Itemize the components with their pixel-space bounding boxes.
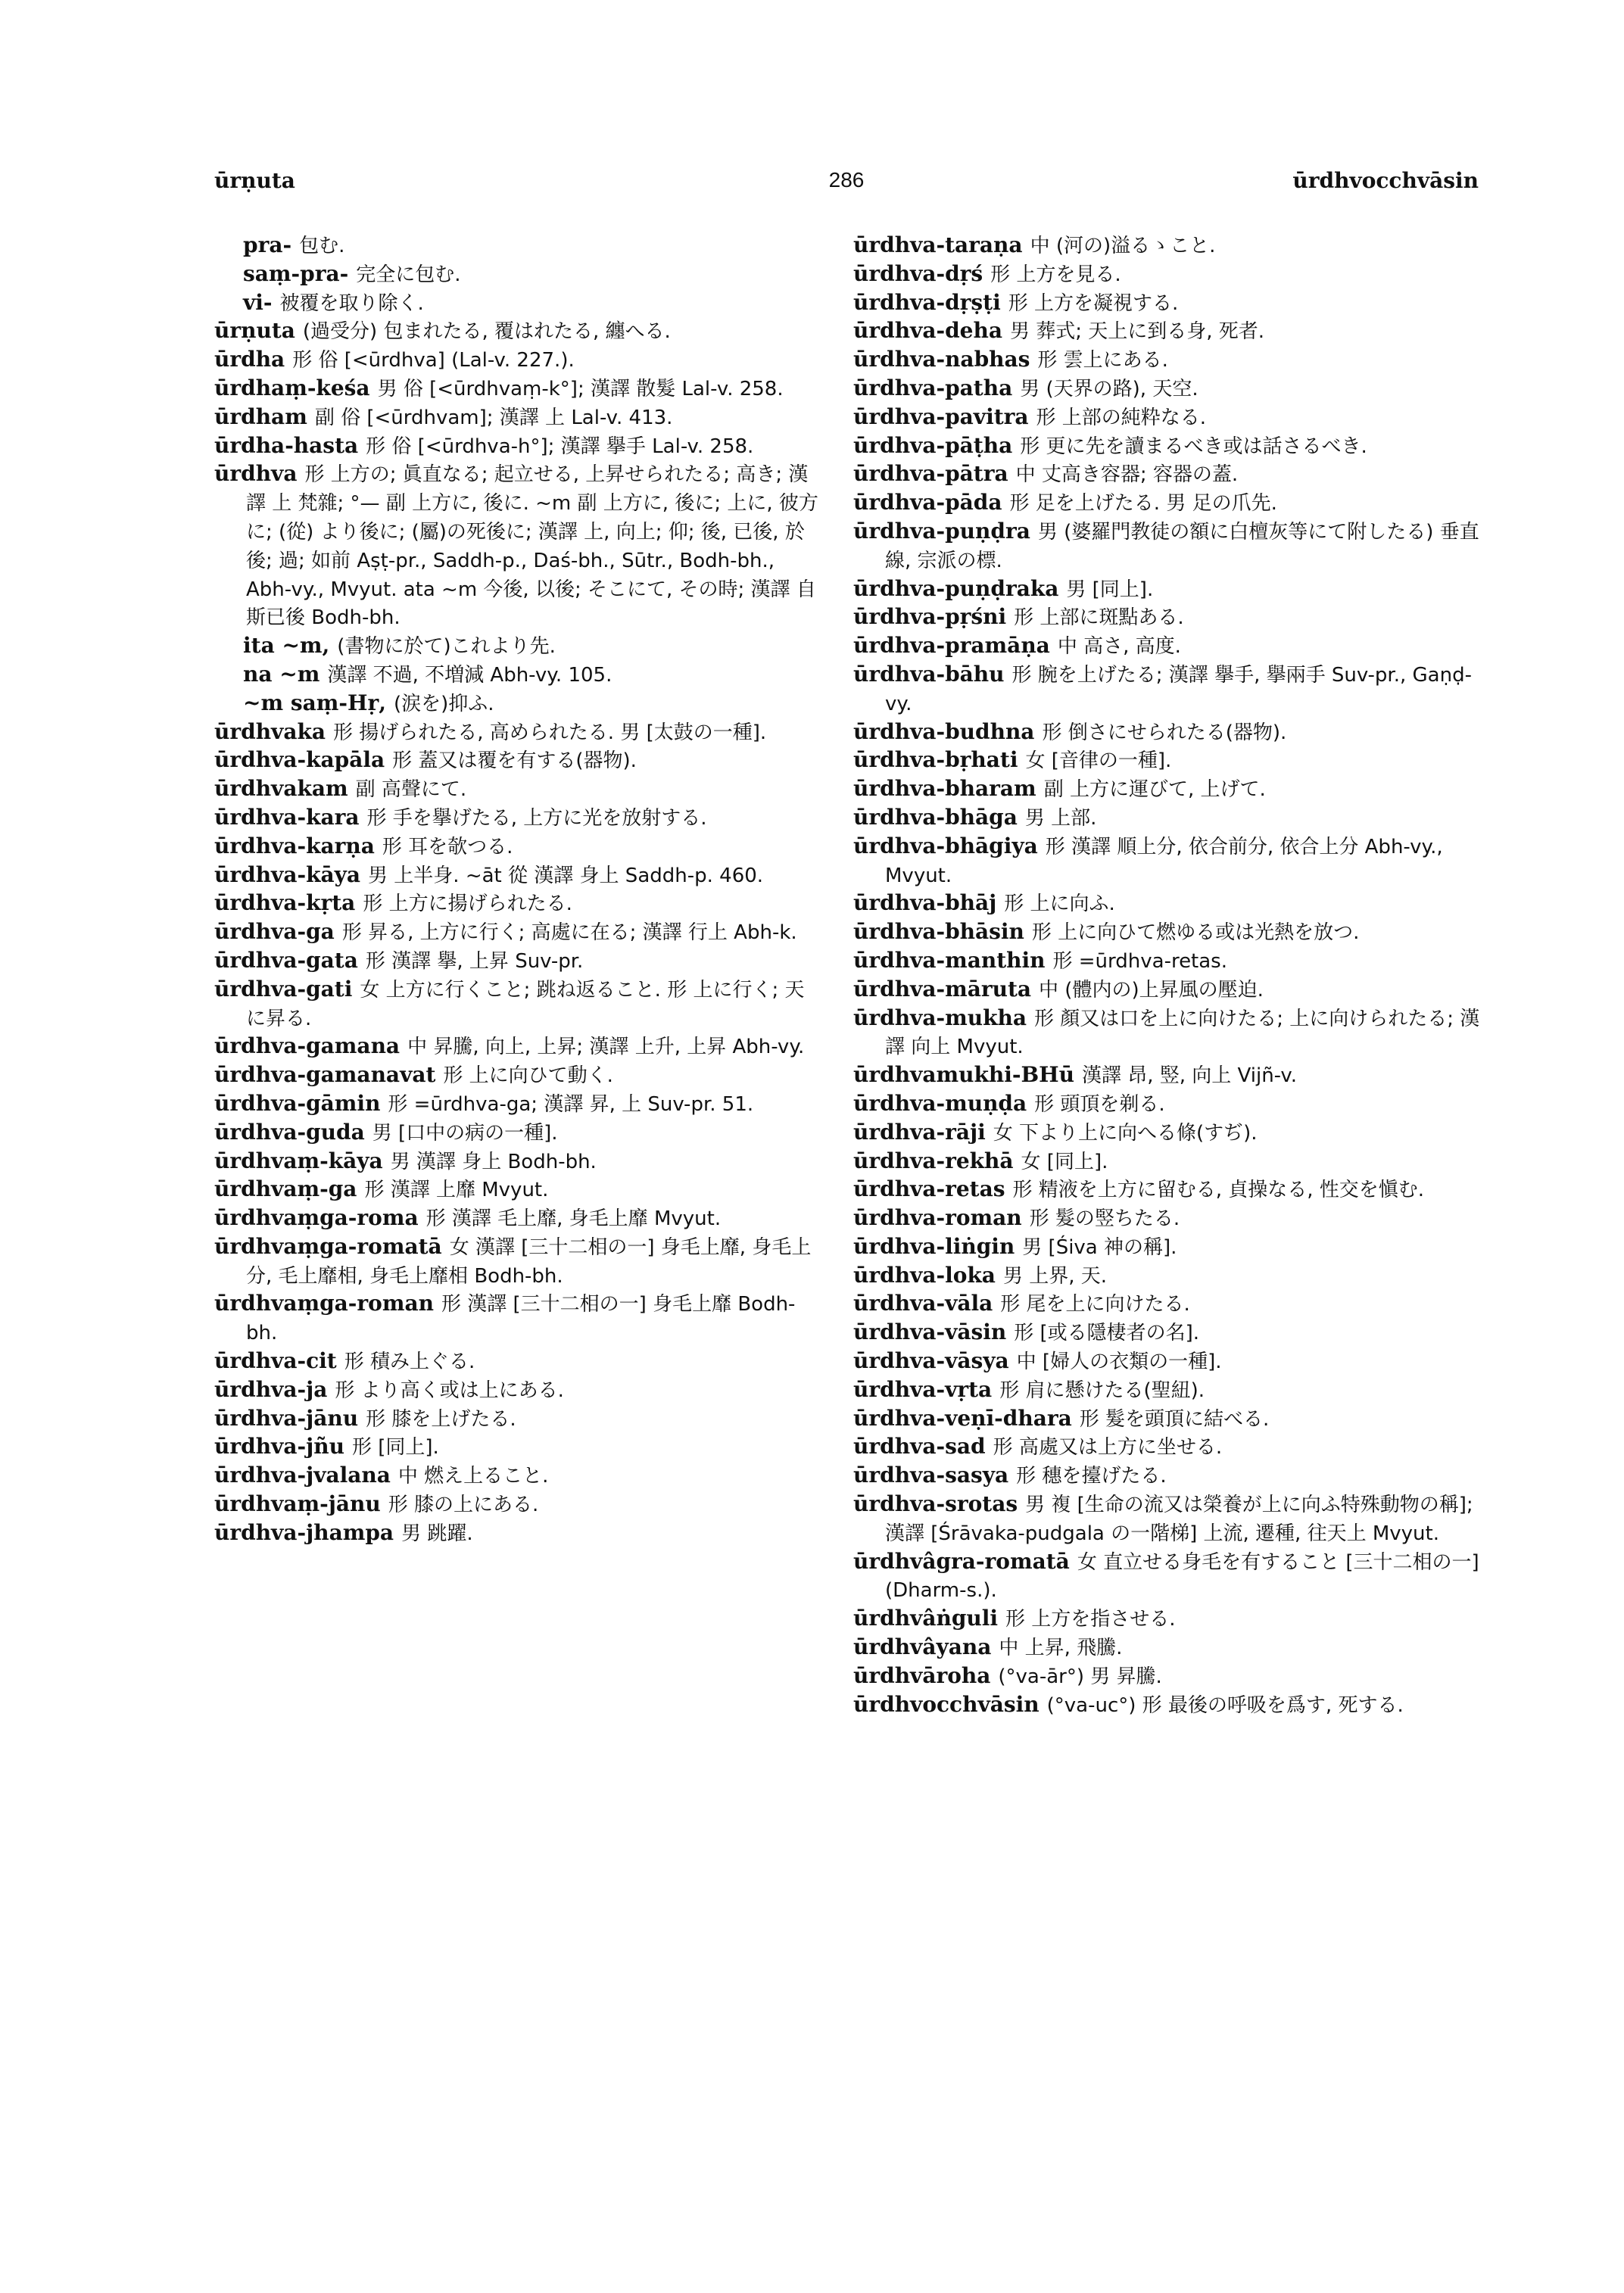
entry-definition: 包む.	[299, 235, 345, 257]
entry-headword: ūrdhva-retas	[853, 1176, 1005, 1202]
entry-definition: 形 積み上ぐる.	[344, 1351, 475, 1374]
entry-headword: ūrdhva-bāhu	[853, 661, 1005, 687]
entry-definition: 男 [同上].	[1066, 578, 1154, 601]
dictionary-entry	[853, 260, 1480, 289]
dictionary-entry	[214, 260, 820, 289]
entry-definition: 完全に包む.	[356, 263, 461, 286]
entry-headword: ūrdhvāroha	[853, 1662, 991, 1688]
entry-definition: 形 上方の; 眞直なる; 起立せる, 上昇せられたる; 高き; 漢譯 上 梵雜; °— 副 上方に, 後に. ~m 副 上方に, 後に; 上に, 彼方に; (從) より後に; (屬)の死後に; 漢譯 上, 向上; 仰; 後, 已後, 於後; 過; 如前 Aṣṭ-pr., Saddh-p., Daś-bh., Sūtr., Bodh-bh., Abh-vy., Mvyut. ata ~m 今後, 以後; そこにて, その時; 漢譯 自斯已後 Bodh-bh.	[246, 463, 818, 630]
dictionary-entry	[214, 1433, 820, 1462]
dictionary-entry	[853, 1462, 1480, 1491]
dictionary-entry	[853, 1262, 1480, 1291]
dictionary-entry	[853, 632, 1480, 661]
entry-headword: ūrdhvâgra-romatā	[853, 1548, 1070, 1574]
entry-headword: ūrdhva-cit	[214, 1348, 337, 1374]
dictionary-entry	[214, 976, 820, 1033]
entry-headword: ūrdhva-loka	[853, 1262, 996, 1288]
dictionary-entry	[214, 746, 820, 775]
entry-headword: ūrdhva-roman	[853, 1205, 1022, 1231]
entry-headword: ūrdhva-sasya	[853, 1463, 1009, 1488]
entry-definition: 形 上方を見る.	[990, 263, 1121, 286]
entry-headword: ūrdhva-gamana	[214, 1033, 401, 1059]
entry-headword: ūrdhva-deha	[853, 318, 1002, 344]
dictionary-entry	[853, 1148, 1480, 1176]
entry-headword: ūrdhvaṃ-ga	[214, 1176, 357, 1202]
entry-definition: 漢譯 不過, 不増減 Abh-vy. 105.	[327, 663, 613, 687]
entry-definition: 男 上界, 天.	[1002, 1264, 1107, 1288]
right-column	[853, 232, 1480, 1719]
right-running-headword: ūrdhvocchvāsin	[1292, 168, 1479, 193]
entry-definition: 被覆を取り除く.	[279, 291, 424, 315]
dictionary-entry	[853, 232, 1480, 260]
entry-headword: ūrdhva-budhna	[853, 718, 1035, 744]
entry-headword: ūrdhva-pāṭha	[853, 432, 1013, 458]
entry-headword: ūrdhvaṃga-roman	[214, 1291, 434, 1316]
dictionary-entry	[214, 346, 820, 375]
entry-definition: 女 上方に行くこと; 跳ね返ること. 形 上に行く; 天に昇る.	[246, 978, 805, 1030]
dictionary-entry	[853, 1634, 1480, 1662]
dictionary-entry	[853, 1548, 1480, 1606]
entry-headword: ūrdhva-jhampa	[214, 1519, 394, 1545]
entry-headword: ūrdhva-guda	[214, 1119, 365, 1145]
dictionary-entry	[214, 918, 820, 947]
entry-definition: 男 上半身. ~āt 從 漢譯 身上 Saddh-p. 460.	[368, 864, 764, 887]
dictionary-entry	[853, 1176, 1480, 1204]
entry-definition: 形 足を上げたる. 男 足の爪先.	[1009, 492, 1277, 516]
dictionary-entry	[853, 1662, 1480, 1691]
entry-headword: ūrdhva-pramāṇa	[853, 633, 1050, 659]
left-running-headword: ūrṇuta	[214, 168, 295, 193]
entry-definition: 形 倒さにせられたる(器物).	[1042, 721, 1287, 744]
entry-definition: 男 葬式; 天上に到る身, 死者.	[1009, 320, 1265, 344]
entry-definition: 形 上に向ひて動く.	[443, 1064, 613, 1088]
dictionary-entry	[853, 403, 1480, 432]
entry-headword: ūrdhva-bhāga	[853, 804, 1018, 830]
entry-headword: ~m saṃ-Hṛ,	[243, 690, 386, 715]
entry-definition: 形 頭頂を剃る.	[1034, 1092, 1165, 1116]
dictionary-entry	[853, 661, 1480, 718]
entry-definition: 副 俗 [<ūrdhvam]; 漢譯 上 Lal-v. 413.	[314, 406, 673, 429]
entry-headword: ūrdha	[214, 347, 285, 372]
dictionary-entry	[214, 1033, 820, 1061]
entry-headword: ūrdhva-liṅgin	[853, 1233, 1015, 1259]
entry-headword: ūrdhva-gamanavat	[214, 1062, 436, 1088]
entry-definition: 形 より高く或は上にある.	[335, 1379, 564, 1402]
entry-headword: ūrdhvaṃ-kāya	[214, 1148, 383, 1173]
entry-definition: 形 上方を凝視する.	[1008, 291, 1179, 315]
entry-definition: 形 髮を頭頂に結べる.	[1079, 1407, 1270, 1431]
entry-headword: ūrdhva-jñu	[214, 1434, 344, 1460]
entry-definition: 男 (婆羅門教徒の額に白檀灰等にて附したる) 垂直線, 宗派の標.	[885, 520, 1479, 572]
entry-headword: ūrdhva-pṛśni	[853, 604, 1007, 630]
dictionary-entry	[214, 1405, 820, 1434]
entry-definition: 形 漢譯 擧, 上昇 Suv-pr.	[365, 949, 584, 973]
entry-definition: 形 =ūrdhva-ga; 漢譯 昇, 上 Suv-pr. 51.	[388, 1092, 754, 1116]
entry-definition: 中 丈高き容器; 容器の蓋.	[1015, 463, 1239, 487]
entry-definition: 中 [婦人の衣類の一種].	[1016, 1351, 1222, 1374]
dictionary-entry	[214, 1519, 820, 1548]
dictionary-entry	[214, 1176, 820, 1204]
entry-headword: ūrdhva-rekhā	[853, 1148, 1014, 1173]
dictionary-entry	[853, 1090, 1480, 1119]
dictionary-entry	[853, 1347, 1480, 1376]
entry-definition: (過受分) 包まれたる, 覆はれたる, 纏へる.	[302, 320, 671, 344]
entry-headword: ūrdhva-bhāsin	[853, 919, 1024, 945]
dictionary-entry	[853, 918, 1480, 947]
dictionary-entry	[214, 1204, 820, 1233]
entry-definition: 漢譯 昂, 竪, 向上 Vijñ-v.	[1081, 1064, 1297, 1088]
entry-definition: 男 上部.	[1024, 806, 1097, 830]
entry-definition: (°va-ār°) 男 昇騰.	[998, 1665, 1162, 1688]
entry-headword: ūrdhva-kapāla	[214, 747, 385, 773]
entry-definition: 形 膝の上にある.	[388, 1494, 539, 1517]
entry-headword: ūrdhva-pavitra	[853, 403, 1029, 429]
page-header	[214, 168, 1479, 198]
entry-definition: (書物に於て)これより先.	[337, 635, 556, 659]
entry-definition: 形 [同上].	[351, 1436, 439, 1460]
dictionary-entry	[214, 1090, 820, 1119]
dictionary-entry	[853, 1290, 1480, 1319]
entry-definition: 女 [音律の一種].	[1025, 749, 1172, 773]
dictionary-entry	[853, 1433, 1480, 1462]
entry-definition: 形 俗 [<ūrdhva] (Lal-v. 227.).	[292, 349, 575, 372]
entry-definition: 形 雲上にある.	[1037, 349, 1168, 372]
dictionary-entry	[214, 1290, 820, 1347]
dictionary-entry	[214, 1119, 820, 1148]
dictionary-entry	[853, 976, 1480, 1005]
entry-definition: (°va-uc°) 形 最後の呼吸を爲す, 死する.	[1046, 1693, 1404, 1717]
dictionary-entry	[853, 775, 1480, 804]
entry-definition: 女 直立せる身毛を有すること [三十二相の一] (Dharm-s.).	[885, 1550, 1479, 1603]
entry-definition: 形 腕を上げたる; 漢譯 擧手, 擧兩手 Suv-pr., Gaṇḍ-vy.	[885, 663, 1472, 715]
entry-headword: ūrdhaṃ-keśa	[214, 375, 370, 400]
left-column	[214, 232, 820, 1548]
entry-definition: 形 上部に斑點ある.	[1014, 606, 1184, 630]
dictionary-entry	[853, 1605, 1480, 1634]
dictionary-entry	[853, 1376, 1480, 1405]
dictionary-entry	[853, 375, 1480, 403]
entry-headword: ūrdhva-gata	[214, 947, 358, 973]
page-number: 286	[828, 168, 865, 192]
dictionary-entry	[853, 947, 1480, 976]
entry-headword: ūrdhva-jvalana	[214, 1463, 391, 1488]
dictionary-entry	[214, 1491, 820, 1519]
entry-headword: ūrdha-hasta	[214, 432, 359, 458]
entry-headword: ūrdhva-vāsya	[853, 1348, 1009, 1374]
dictionary-entry	[853, 1691, 1480, 1720]
entry-headword: ūrdhvaka	[214, 718, 326, 744]
entry-headword: ūrdhva-muṇḍa	[853, 1090, 1027, 1116]
entry-definition: 副 上方に運びて, 上げて.	[1043, 778, 1266, 802]
entry-definition: 形 尾を上に向けたる.	[1000, 1293, 1190, 1316]
dictionary-entry	[853, 289, 1480, 318]
entry-definition: 形 顏又は口を上に向けたる; 上に向けられたる; 漢譯 向上 Mvyut.	[885, 1007, 1480, 1059]
entry-headword: pra-	[243, 232, 292, 257]
entry-headword: ūrdhva-bhāj	[853, 890, 997, 916]
dictionary-entry	[853, 346, 1480, 375]
entry-definition: 中 昇騰, 向上, 上昇; 漢譯 上升, 上昇 Abh-vy.	[407, 1036, 805, 1059]
entry-headword: ūrdham	[214, 403, 307, 429]
entry-headword: vi-	[243, 289, 273, 315]
entry-headword: ūrdhva-jānu	[214, 1405, 359, 1431]
entry-definition: 形 揚げられたる, 高められたる. 男 [太鼓の一種].	[333, 721, 767, 744]
entry-definition: 形 漢譯 順上分, 依合前分, 依合上分 Abh-vy., Mvyut.	[885, 835, 1443, 887]
dictionary-entry	[853, 804, 1480, 833]
entry-headword: ūrdhva-puṇḍra	[853, 518, 1030, 544]
entry-definition: 形 上方に揚げられたる.	[363, 893, 572, 916]
entry-definition: 形 高處又は上方に坐せる.	[993, 1436, 1223, 1460]
entry-headword: ūrdhva-kara	[214, 804, 360, 830]
entry-definition: 女 [同上].	[1021, 1150, 1108, 1173]
entry-headword: ūrṇuta	[214, 318, 295, 344]
entry-definition: 形 漢譯 毛上靡, 身毛上靡 Mvyut.	[425, 1207, 722, 1231]
entry-headword: ūrdhva-pāda	[853, 490, 1002, 516]
entry-headword: ūrdhva-vāsin	[853, 1319, 1007, 1345]
dictionary-entry	[853, 1061, 1480, 1090]
dictionary-entry	[853, 1119, 1480, 1148]
entry-definition: 形 手を擧げたる, 上方に光を放射する.	[366, 806, 707, 830]
entry-headword: ūrdhva-puṇḍraka	[853, 575, 1059, 601]
entry-definition: 形 俗 [<ūrdhva-h°]; 漢譯 擧手 Lal-v. 258.	[366, 435, 754, 458]
entry-definition: 男 漢譯 身上 Bodh-bh.	[390, 1150, 597, 1173]
entry-definition: 形 肩に懸けたる(聖紐).	[999, 1379, 1205, 1402]
dictionary-entry	[214, 403, 820, 432]
dictionary-entry	[214, 632, 820, 661]
entry-headword: ūrdhva-sad	[853, 1434, 986, 1460]
entry-headword: ūrdhva-srotas	[853, 1491, 1018, 1517]
dictionary-entry	[853, 317, 1480, 346]
entry-definition: 形 上部の純粋なる.	[1036, 406, 1207, 429]
dictionary-entry	[214, 460, 820, 632]
dictionary-entry	[214, 833, 820, 861]
entry-headword: ūrdhva-ga	[214, 919, 335, 945]
entry-definition: 女 下より上に向へる條(すぢ).	[993, 1121, 1258, 1145]
dictionary-entry	[853, 1233, 1480, 1262]
entry-headword: ūrdhva-karṇa	[214, 833, 375, 858]
dictionary-entry	[214, 947, 820, 976]
entry-headword: ūrdhva-veṇī-dhara	[853, 1405, 1072, 1431]
dictionary-entry	[214, 889, 820, 918]
entry-headword: ūrdhva-nabhas	[853, 347, 1030, 372]
entry-definition: 形 膝を上げたる.	[366, 1407, 516, 1431]
dictionary-entry	[214, 432, 820, 461]
entry-definition: 形 上方を指させる.	[1005, 1608, 1176, 1631]
entry-headword: ūrdhva-taraṇa	[853, 232, 1023, 257]
entry-headword: ūrdhvaṃga-romatā	[214, 1233, 442, 1259]
dictionary-entry	[214, 775, 820, 804]
entry-headword: ūrdhva-vāla	[853, 1291, 993, 1316]
entry-headword: ūrdhva-gāmin	[214, 1090, 381, 1116]
dictionary-entry	[214, 375, 820, 403]
dictionary-entry	[853, 489, 1480, 518]
entry-headword: ūrdhva-patha	[853, 375, 1013, 400]
entry-headword: ūrdhva-ja	[214, 1376, 328, 1402]
dictionary-entry	[214, 718, 820, 747]
entry-definition: 男 俗 [<ūrdhvaṃ-k°]; 漢譯 散髮 Lal-v. 258.	[377, 377, 784, 400]
dictionary-entry	[214, 232, 820, 260]
entry-headword: ūrdhvamukhi-BHū	[853, 1062, 1074, 1088]
dictionary-entry	[853, 603, 1480, 632]
entry-definition: 形 漢譯 上靡 Mvyut.	[364, 1179, 549, 1202]
dictionary-entry	[853, 1319, 1480, 1347]
entry-definition: 形 上に向ひて燃ゆる或は光熱を放つ.	[1031, 921, 1360, 945]
entry-headword: ūrdhva-manthin	[853, 947, 1046, 973]
dictionary-entry	[853, 575, 1480, 604]
entry-definition: 形 蓋又は覆を有する(器物).	[392, 749, 637, 773]
dictionary-entry	[214, 1347, 820, 1376]
entry-headword: ūrdhvaṃ-jānu	[214, 1491, 381, 1517]
entry-definition: 形 耳を欹つる.	[382, 835, 513, 858]
entry-headword: ūrdhva-kāya	[214, 861, 361, 887]
dictionary-entry	[853, 889, 1480, 918]
entry-definition: 形 上に向ふ.	[1004, 893, 1115, 916]
entry-definition: 男 (天界の路), 天空.	[1020, 377, 1199, 400]
dictionary-entry	[214, 289, 820, 318]
dictionary-entry	[853, 460, 1480, 489]
entry-definition: 中 高さ, 高度.	[1057, 635, 1181, 659]
entry-definition: 中 (體内の)上昇風の壓迫.	[1039, 978, 1264, 1002]
dictionary-entry	[214, 690, 820, 718]
dictionary-entry	[214, 1462, 820, 1491]
dictionary-entry	[853, 1405, 1480, 1434]
entry-definition: 中 燃え上ること.	[397, 1465, 549, 1488]
dictionary-entry	[853, 718, 1480, 747]
entry-definition: 形 漢譯 [三十二相の一] 身毛上靡 Bodh-bh.	[246, 1293, 796, 1345]
dictionary-entry	[214, 1061, 820, 1090]
dictionary-entry	[214, 804, 820, 833]
entry-definition: 男 複 [生命の流又は榮養が上に向ふ特殊動物の稱]; 漢譯 [Śrāvaka-pudgala の一階梯] 上流, 遷種, 往天上 Mvyut.	[885, 1494, 1473, 1545]
entry-headword: ūrdhva-gati	[214, 976, 353, 1002]
entry-headword: ūrdhva-kṛta	[214, 890, 356, 916]
entry-headword: ūrdhva	[214, 461, 298, 487]
dictionary-entry	[214, 1148, 820, 1176]
entry-definition: 副 高聲にて.	[355, 778, 467, 802]
entry-headword: ūrdhvocchvāsin	[853, 1691, 1040, 1717]
entry-definition: 形 [或る隱棲者の名].	[1014, 1322, 1200, 1345]
entry-headword: ūrdhvakam	[214, 776, 348, 802]
entry-definition: 男 跳躍.	[401, 1522, 473, 1545]
dictionary-entry	[853, 746, 1480, 775]
entry-headword: ūrdhva-bharam	[853, 776, 1036, 802]
entry-definition: (涙を)抑ふ.	[393, 692, 494, 715]
dictionary-entry	[214, 1233, 820, 1291]
entry-headword: ūrdhva-mukha	[853, 1005, 1027, 1030]
dictionary-entry	[853, 518, 1480, 575]
entry-headword: ita ~m,	[243, 633, 330, 659]
entry-definition: 形 精液を上方に留むる, 貞操なる, 性交を愼む.	[1012, 1179, 1425, 1202]
entry-headword: ūrdhva-māruta	[853, 976, 1032, 1002]
entry-headword: ūrdhvâyana	[853, 1634, 992, 1660]
entry-headword: ūrdhva-vṛta	[853, 1376, 993, 1402]
dictionary-entry	[853, 1005, 1480, 1062]
entry-definition: 形 穗を擡げたる.	[1016, 1465, 1167, 1488]
entry-headword: ūrdhva-bṛhati	[853, 747, 1018, 773]
dictionary-entry	[853, 833, 1480, 890]
entry-definition: 中 上昇, 飛騰.	[999, 1637, 1123, 1660]
entry-headword: ūrdhva-dṛś	[853, 260, 983, 286]
dictionary-entry	[853, 1204, 1480, 1233]
entry-headword: ūrdhvaṃga-roma	[214, 1205, 419, 1231]
entry-definition: 形 更に先を讀まるべき或は話さるべき.	[1020, 435, 1367, 458]
dictionary-entry	[214, 317, 820, 346]
entry-headword: ūrdhvâṅguli	[853, 1606, 999, 1631]
entry-definition: 形 =ūrdhva-retas.	[1052, 949, 1227, 973]
entry-definition: 形 髮の竪ちたる.	[1029, 1207, 1180, 1231]
entry-definition: 男 [Śiva 神の稱].	[1022, 1235, 1177, 1259]
dictionary-entry	[214, 1376, 820, 1405]
dictionary-entry	[853, 432, 1480, 461]
entry-headword: na ~m	[243, 661, 320, 687]
dictionary-entry	[214, 661, 820, 690]
dictionary-entry	[853, 1491, 1480, 1548]
entry-definition: 男 [口中の病の一種].	[372, 1121, 558, 1145]
entry-definition: 中 (河の)溢るゝこと.	[1030, 235, 1216, 257]
entry-headword: ūrdhva-bhāgiya	[853, 833, 1038, 858]
entry-definition: 女 漢譯 [三十二相の一] 身毛上靡, 身毛上分, 毛上靡相, 身毛上靡相 Bodh-bh.	[246, 1235, 812, 1288]
dictionary-entry	[214, 861, 820, 890]
entry-definition: 形 昇る, 上方に行く; 高處に在る; 漢譯 行上 Abh-k.	[341, 921, 797, 945]
entry-headword: saṃ-pra-	[243, 260, 349, 286]
entry-headword: ūrdhva-rāji	[853, 1119, 986, 1145]
entry-headword: ūrdhva-dṛṣṭi	[853, 289, 1001, 315]
entry-headword: ūrdhva-pātra	[853, 461, 1008, 487]
